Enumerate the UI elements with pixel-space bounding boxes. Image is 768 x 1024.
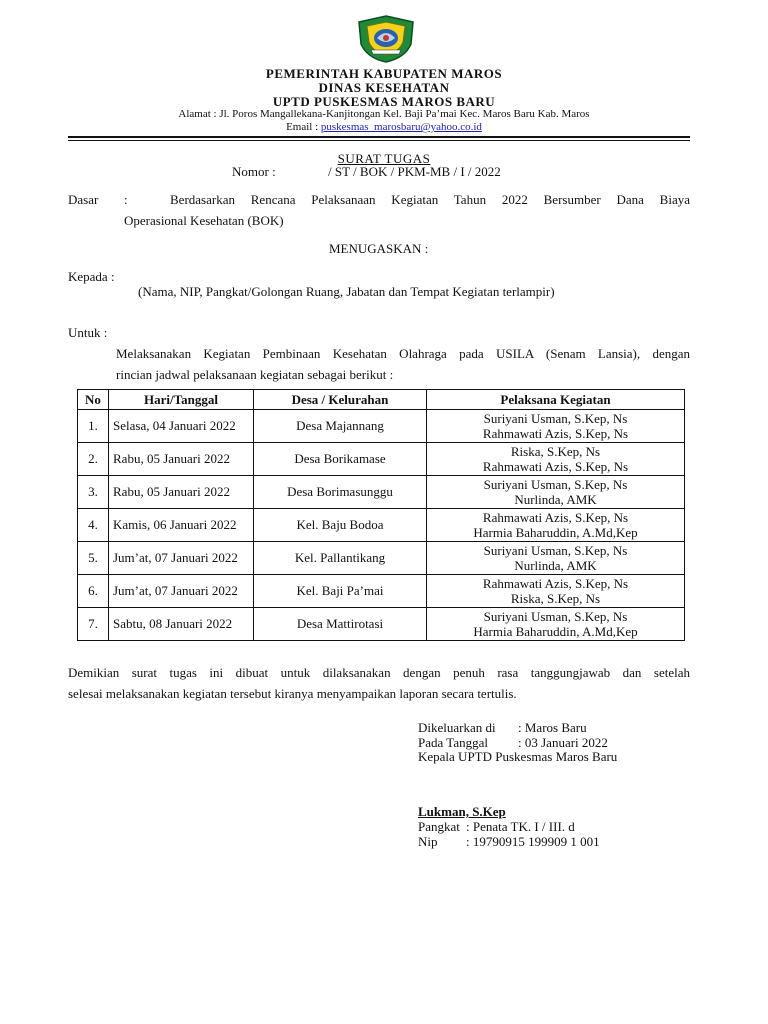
row-day: Sabtu, 08 Januari 2022 [109, 608, 254, 641]
row-day: Rabu, 05 Januari 2022 [109, 443, 254, 476]
row-desa: Desa Majannang [254, 410, 427, 443]
table-row [78, 542, 685, 575]
pelaksana-2: Rahmawati Azis, S.Kep, Ns [482, 426, 629, 441]
pelaksana-1: Rahmawati Azis, S.Kep, Ns [482, 576, 629, 591]
nip-value: : 19790915 199909 1 001 [466, 834, 600, 849]
pelaksana-2: Riska, S.Kep, Ns [510, 591, 601, 606]
dasar-line-2: Operasional Kesehatan (BOK) [124, 213, 284, 228]
pelaksana-2: Harmia Baharuddin, A.Md,Kep [473, 525, 638, 540]
schedule-table [77, 389, 685, 641]
signer-name: Lukman, S.Kep [418, 804, 506, 819]
issued-at-value: : Maros Baru [518, 720, 587, 735]
header-no: No [78, 390, 109, 410]
row-pelaksana [427, 608, 685, 641]
nomor-label: Nomor : [232, 164, 276, 179]
row-no: 7. [78, 608, 109, 641]
row-no: 2. [78, 443, 109, 476]
issued-at-label: Dikeluarkan di [418, 720, 496, 735]
row-desa: Kel. Baju Bodoa [254, 509, 427, 542]
row-desa: Desa Borimasunggu [254, 476, 427, 509]
row-pelaksana [427, 476, 685, 509]
pelaksana-1: Suriyani Usman, S.Kep, Ns [483, 543, 628, 558]
date-label: Pada Tanggal [418, 735, 488, 750]
pelaksana-2: Rahmawati Azis, S.Kep, Ns [482, 459, 629, 474]
row-day: Selasa, 04 Januari 2022 [109, 410, 254, 443]
untuk-line-2: rincian jadwal pelaksanaan kegiatan sebagai berikut : [116, 367, 394, 382]
untuk-label: Untuk : [68, 325, 108, 340]
org-line-2: DINAS KESEHATAN [318, 80, 450, 95]
row-day: Jum’at, 07 Januari 2022 [109, 575, 254, 608]
nip-label: Nip [418, 834, 438, 849]
nomor-value: / ST / BOK / PKM-MB / I / 2022 [328, 164, 501, 179]
dasar-colon: : [124, 192, 128, 207]
address-line: Alamat : Jl. Poros Mangallekana-Kanjitongan Kel. Baji Pa’mai Kec. Maros Baru Kab. Maros [178, 108, 590, 120]
row-day: Jum’at, 07 Januari 2022 [109, 542, 254, 575]
untuk-line-1: Melaksanakan Kegiatan Pembinaan Kesehatan Olahraga pada USILA (Senam Lansia), dengan [116, 346, 690, 361]
row-no: 6. [78, 575, 109, 608]
table-row [78, 476, 685, 509]
pelaksana-1: Suriyani Usman, S.Kep, Ns [483, 411, 628, 426]
pangkat-value: : Penata TK. I / III. d [466, 819, 575, 834]
table-row [78, 410, 685, 443]
pelaksana-2: Nurlinda, AMK [514, 558, 597, 573]
org-line-1: PEMERINTAH KABUPATEN MAROS [265, 66, 503, 81]
header-rule-thin [68, 140, 690, 141]
pangkat-label: Pangkat [418, 819, 460, 834]
kepada-text: (Nama, NIP, Pangkat/Golongan Ruang, Jabatan dan Tempat Kegiatan terlampir) [138, 284, 555, 299]
table-row [78, 575, 685, 608]
kepada-label: Kepada : [68, 269, 115, 284]
table-header-row [78, 390, 685, 410]
pelaksana-1: Suriyani Usman, S.Kep, Ns [483, 609, 628, 624]
pelaksana-1: Rahmawati Azis, S.Kep, Ns [482, 510, 629, 525]
header-pelaksana: Pelaksana Kegiatan [427, 390, 685, 410]
regency-emblem-logo [355, 14, 417, 64]
table-row [78, 443, 685, 476]
row-day: Rabu, 05 Januari 2022 [109, 476, 254, 509]
closing-line-2: selesai melaksanakan kegiatan tersebut kiranya menyampaikan laporan secara tertulis. [68, 686, 517, 701]
menugaskan-heading: MENUGASKAN : [329, 241, 429, 256]
row-pelaksana [427, 410, 685, 443]
row-no: 1. [78, 410, 109, 443]
email-link[interactable]: puskesmas_marosbaru@yahoo.co.id [320, 121, 482, 133]
row-no: 3. [78, 476, 109, 509]
table-row [78, 608, 685, 641]
email-line [0, 121, 768, 133]
row-desa: Desa Borikamase [254, 443, 427, 476]
pelaksana-1: Suriyani Usman, S.Kep, Ns [483, 477, 628, 492]
closing-line-1: Demikian surat tugas ini dibuat untuk dilaksanakan dengan penuh rasa tanggungjawab dan setelah [68, 665, 690, 680]
header-desa: Desa / Kelurahan [254, 390, 427, 410]
row-pelaksana [427, 542, 685, 575]
letter-title: SURAT TUGAS [337, 151, 431, 166]
row-desa: Kel. Pallantikang [254, 542, 427, 575]
row-day: Kamis, 06 Januari 2022 [109, 509, 254, 542]
row-no: 4. [78, 509, 109, 542]
table-row [78, 509, 685, 542]
row-pelaksana [427, 509, 685, 542]
pelaksana-1: Riska, S.Kep, Ns [510, 444, 601, 459]
dasar-line-1: Berdasarkan Rencana Pelaksanaan Kegiatan Tahun 2022 Bersumber Dana Biaya [170, 192, 690, 207]
signer-position: Kepala UPTD Puskesmas Maros Baru [418, 749, 618, 764]
row-no: 5. [78, 542, 109, 575]
header-day: Hari/Tanggal [109, 390, 254, 410]
dasar-label: Dasar [68, 192, 99, 207]
row-desa: Kel. Baji Pa’mai [254, 575, 427, 608]
row-pelaksana [427, 575, 685, 608]
row-desa: Desa Mattirotasi [254, 608, 427, 641]
pelaksana-2: Nurlinda, AMK [514, 492, 597, 507]
row-pelaksana [427, 443, 685, 476]
email-label: Email : [286, 121, 321, 133]
org-line-3: UPTD PUSKESMAS MAROS BARU [272, 94, 496, 109]
date-value: : 03 Januari 2022 [518, 735, 608, 750]
header-rule-thick [68, 136, 690, 138]
pelaksana-2: Harmia Baharuddin, A.Md,Kep [473, 624, 638, 639]
